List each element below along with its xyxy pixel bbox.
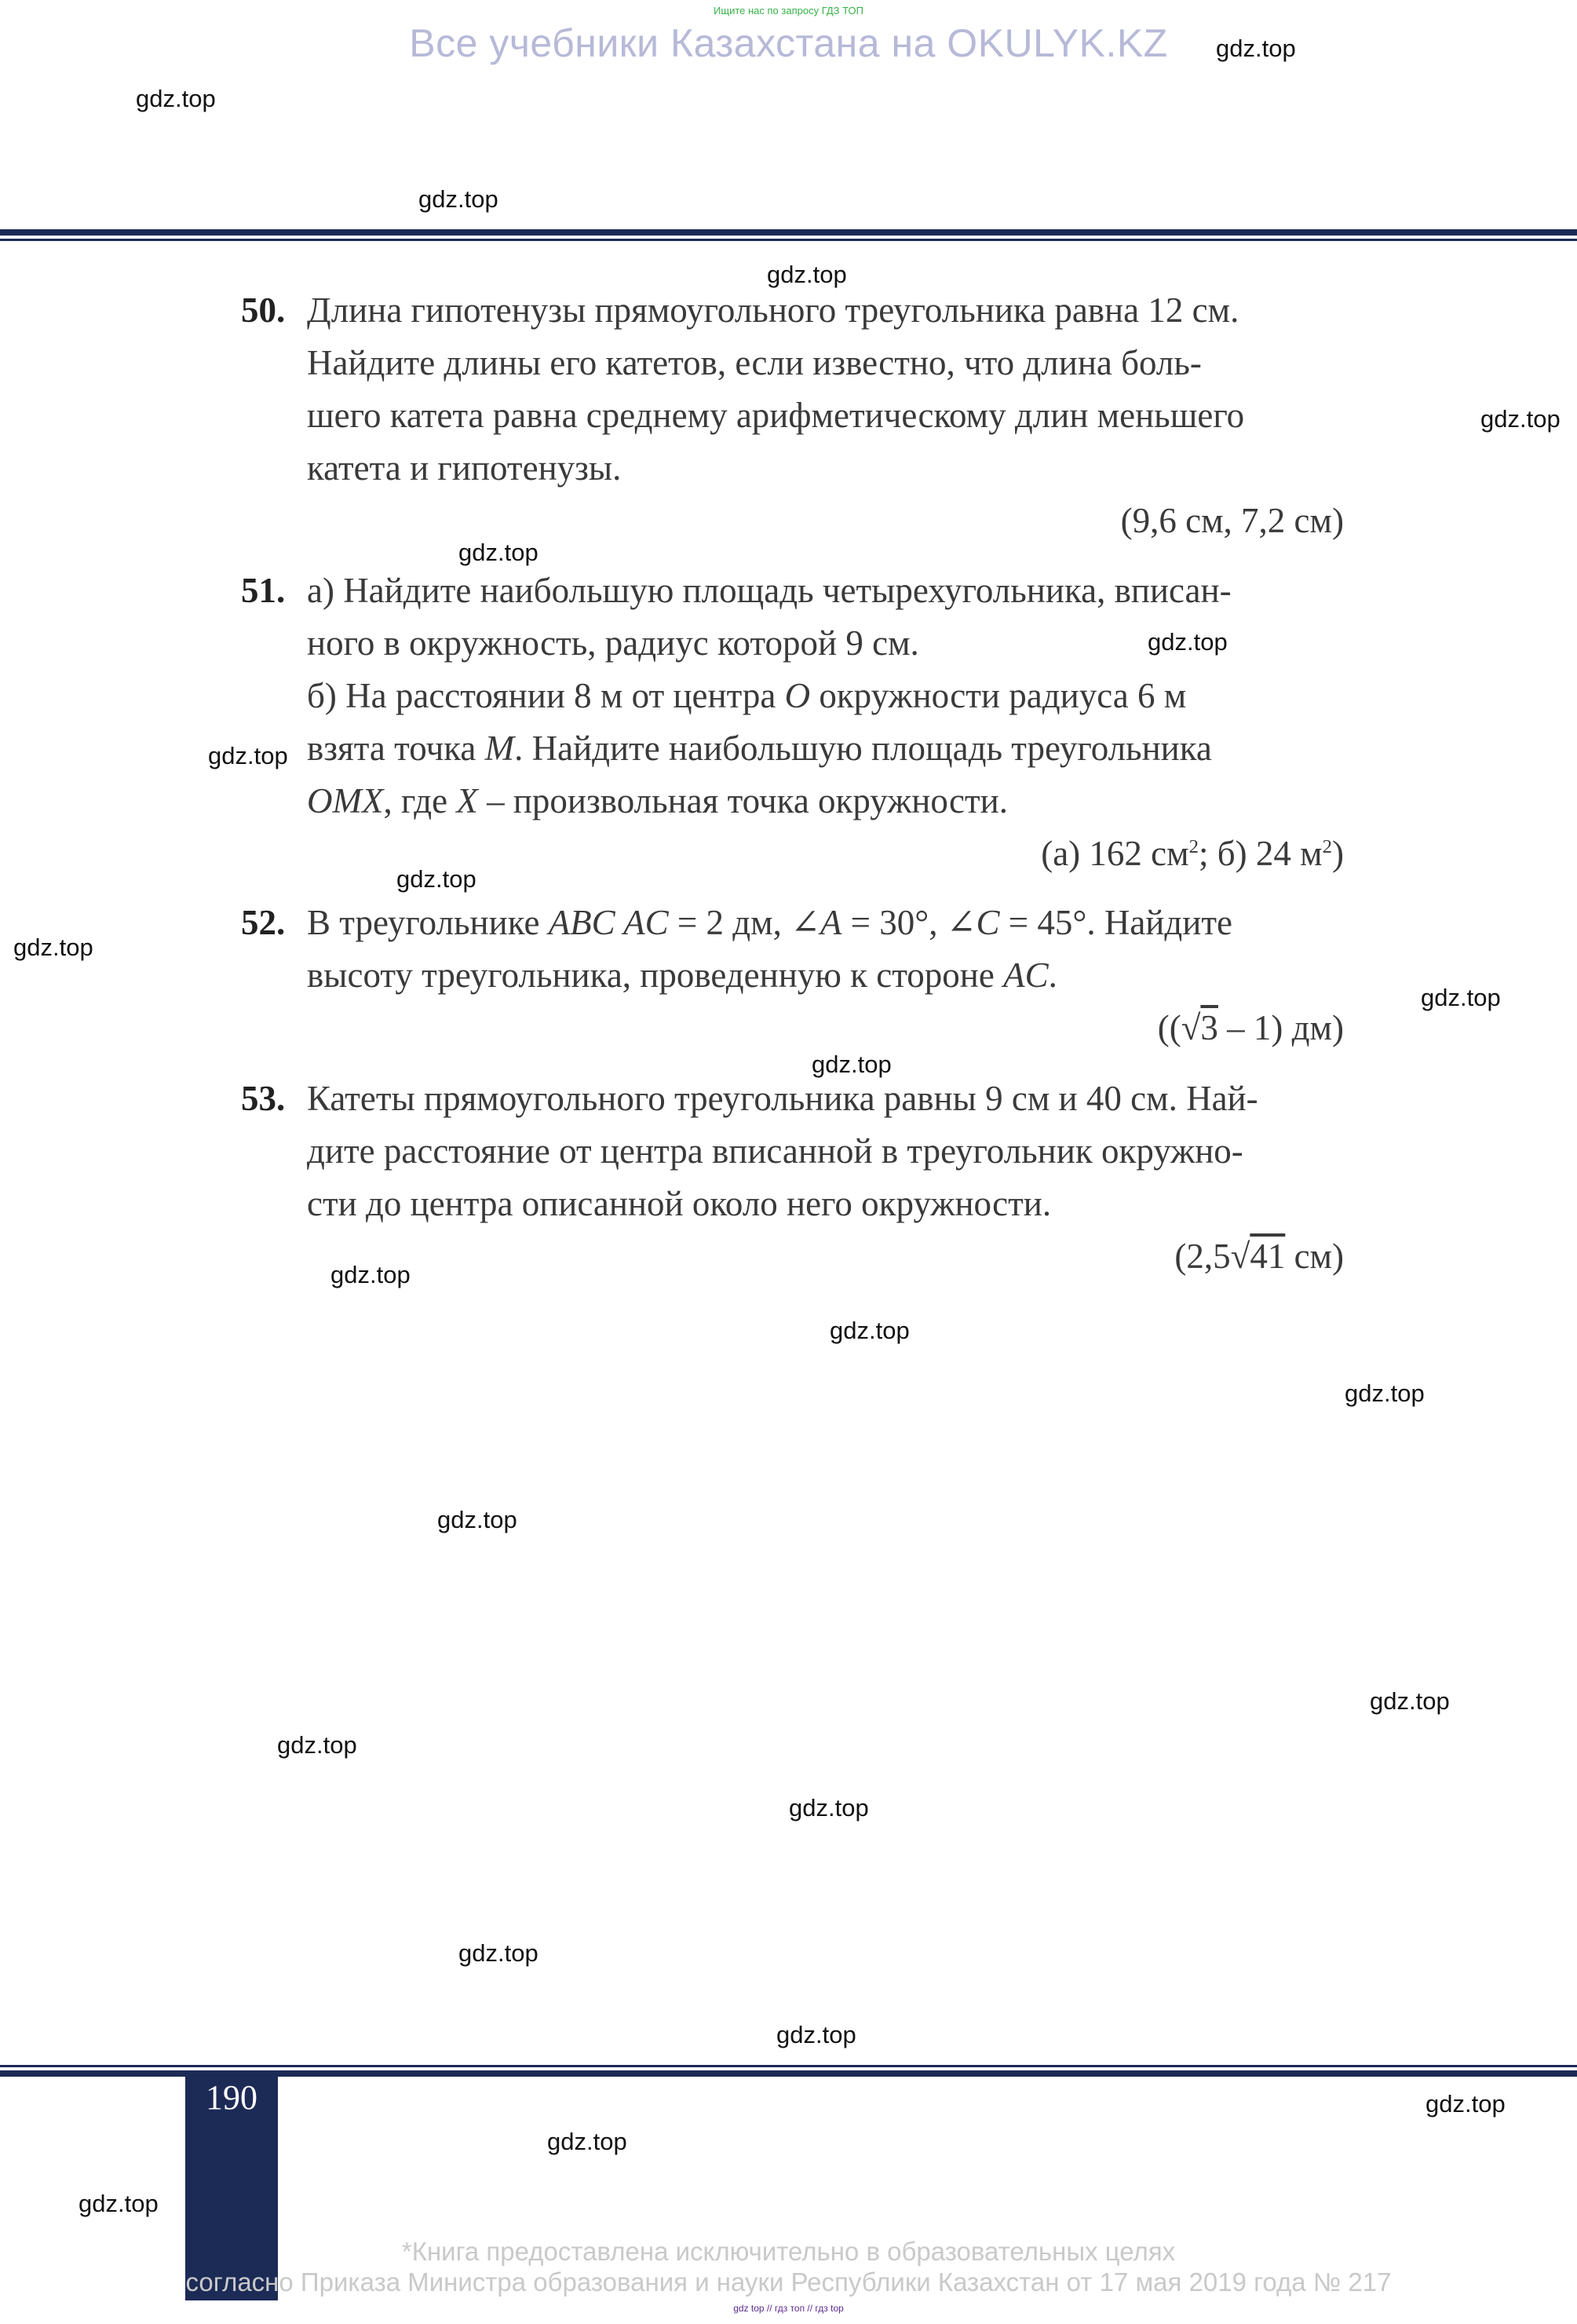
bottom-rule-thin: [0, 2065, 1577, 2067]
problem-line: а) Найдите наибольшую площадь четырехугольника, вписан-: [307, 571, 1232, 610]
problem-line: Длина гипотенузы прямоугольного треугольника равна 12 см.: [307, 290, 1239, 330]
problem-line: сти до центра описанной около него окружности.: [307, 1184, 1052, 1223]
watermark: gdz.top: [396, 865, 476, 893]
watermark: gdz.top: [830, 1317, 910, 1344]
variable: OMX: [307, 781, 384, 820]
watermark: gdz.top: [136, 85, 216, 112]
problem-line: взята точка M. Найдите наибольшую площадь треугольника: [307, 729, 1212, 768]
problem-number: 52.: [241, 903, 286, 942]
watermark: gdz.top: [1426, 2090, 1506, 2118]
sqrt-icon: √: [1230, 1237, 1250, 1276]
watermark: gdz.top: [1216, 35, 1296, 62]
top-rule-thick: [0, 229, 1577, 236]
watermark: gdz.top: [78, 2190, 159, 2217]
watermark: gdz.top: [1148, 628, 1228, 656]
watermark: gdz.top: [789, 1794, 869, 1822]
problem-line: ного в окружность, радиус которой 9 см.: [307, 623, 919, 663]
problem-52: [241, 897, 1344, 1054]
problem-answer: (а) 162 $см^2$; б) 24 $м^2$): [1041, 834, 1344, 873]
top-rule-thin: [0, 239, 1577, 241]
problem-line: катета и гипотенузы.: [307, 448, 622, 488]
variable: AC: [1003, 956, 1049, 995]
watermark: gdz.top: [547, 2128, 627, 2155]
variable: C: [976, 903, 1000, 942]
sqrt-icon: √: [1181, 1008, 1201, 1047]
watermark: gdz.top: [1370, 1687, 1450, 1715]
variable: O: [784, 676, 811, 715]
variable: ABC AC: [548, 903, 669, 942]
problem-51: [241, 565, 1344, 880]
watermark: gdz.top: [1480, 405, 1561, 433]
problem-answer: ((√3 – 1) дм): [1157, 1008, 1344, 1047]
problem-line: OMX, где X – произвольная точка окружности.: [307, 781, 1008, 820]
variable: A: [820, 903, 842, 942]
site-title[interactable]: Все учебники Казахстана на OKULYK.KZ: [409, 21, 1168, 65]
watermark: gdz.top: [330, 1261, 411, 1288]
problem-line: Найдите длины его катетов, если известно, что длина боль-: [307, 343, 1202, 382]
problem-line: шего катета равна среднему арифметическому длин меньшего: [307, 396, 1245, 435]
problem-number: 53.: [241, 1079, 286, 1118]
watermark: gdz.top: [418, 185, 498, 213]
watermark: gdz.top: [208, 742, 288, 769]
problem-number: 50.: [241, 290, 286, 330]
watermark: gdz.top: [812, 1051, 892, 1078]
problem-number: 51.: [241, 571, 286, 610]
watermark: gdz.top: [277, 1731, 357, 1759]
problem-answer: (2,5√41 см): [1174, 1237, 1344, 1276]
problem-line: высоту треугольника, проведенную к стороне AC.: [307, 956, 1057, 995]
watermark: gdz.top: [776, 2021, 856, 2048]
watermark: gdz.top: [437, 1506, 517, 1533]
variable: M: [484, 729, 515, 768]
problem-line: дите расстояние от центра вписанной в треугольник окружно-: [307, 1131, 1243, 1171]
problem-answer: (9,6 см, 7,2 см): [1120, 501, 1344, 540]
footer-order: согласно Приказа Министра образования и науки Республики Казахстан от 17 мая 2019 года № 217: [185, 2267, 1392, 2297]
watermark: gdz.top: [767, 261, 847, 288]
footer-links[interactable]: gdz top // гдз топ // гдз top: [733, 2303, 844, 2314]
problem-53: [241, 1072, 1344, 1283]
problem-50: [241, 284, 1344, 547]
problem-line: Катеты прямоугольного треугольника равны 9 см и 40 см. Най-: [307, 1079, 1258, 1118]
watermark: gdz.top: [1421, 984, 1501, 1011]
variable: X: [456, 781, 478, 820]
watermark: gdz.top: [458, 1939, 538, 1967]
problem-line: б) На расстоянии 8 м от центра O окружности радиуса 6 м: [307, 676, 1187, 715]
watermark: gdz.top: [13, 934, 93, 961]
watermark: gdz.top: [458, 539, 538, 566]
footer-disclaimer: *Книга предоставлена исключительно в образовательных целях: [401, 2237, 1176, 2266]
search-note: Ищите нас по запросу ГДЗ ТОП: [714, 5, 863, 16]
problem-line: В треугольнике ABC AC = 2 дм, ∠A = 30°, ∠C = 45°. Найдите: [307, 903, 1232, 942]
watermark: gdz.top: [1345, 1379, 1425, 1407]
page-number: 190: [206, 2078, 257, 2117]
